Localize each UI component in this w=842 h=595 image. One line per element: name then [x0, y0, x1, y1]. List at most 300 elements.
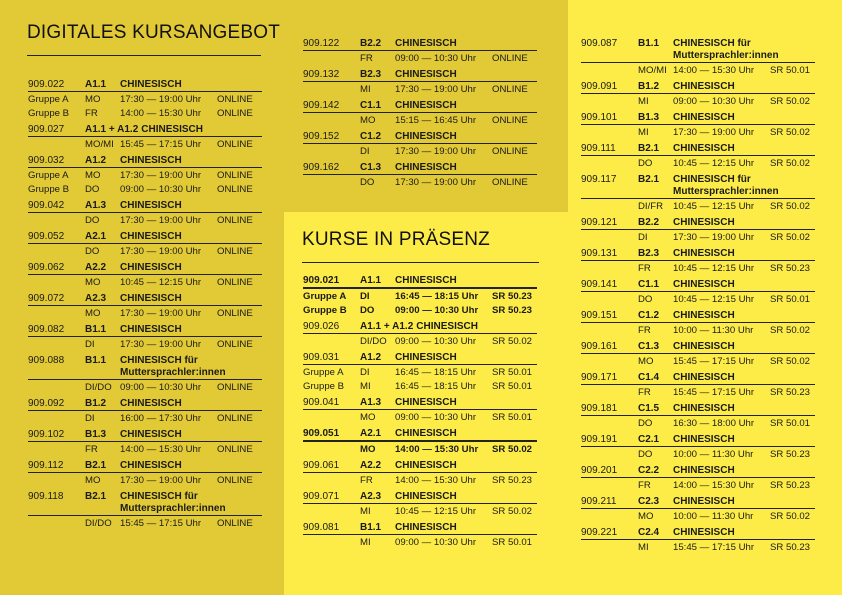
- weekday: DO: [638, 158, 653, 169]
- location: SR 50.02: [492, 444, 533, 455]
- weekday: DI/DO: [85, 518, 112, 529]
- time-range: 17:30 — 19:00 Uhr: [120, 215, 202, 226]
- course-level: C1.4: [638, 372, 660, 383]
- weekday: DI/FR: [638, 201, 664, 212]
- time-range: 09:00 — 10:30 Uhr: [120, 184, 202, 195]
- schedule-row: [581, 263, 815, 275]
- course-header-block: [581, 527, 815, 540]
- course-title-line: CHINESISCH: [120, 262, 182, 273]
- location: SR 50.01: [770, 294, 811, 305]
- course-number: 909.087: [581, 38, 618, 49]
- course-title: [120, 324, 262, 336]
- course-header: [303, 38, 537, 50]
- course-entry: [581, 372, 815, 399]
- course-level: B1.3: [85, 429, 107, 440]
- course-title-line: CHINESISCH: [673, 341, 735, 352]
- group-label: [303, 506, 360, 518]
- course-title-line: CHINESISCH: [395, 162, 457, 173]
- weekday: MO/MI: [85, 139, 114, 150]
- course-title-line: CHINESISCH: [395, 428, 457, 439]
- schedule-row: [581, 294, 815, 306]
- location: ONLINE: [217, 94, 253, 105]
- course-header-block: [28, 429, 262, 442]
- course-entry: [581, 341, 815, 368]
- weekday: DO: [360, 305, 375, 316]
- group-label: [28, 215, 85, 227]
- group-label: [28, 246, 85, 258]
- group-label: [28, 444, 85, 456]
- course-title: [120, 460, 262, 472]
- course-header: [28, 324, 262, 336]
- course-title: [673, 38, 815, 62]
- course-level: B2.2: [638, 217, 660, 228]
- course-title-line: CHINESISCH: [673, 310, 735, 321]
- course-header: [28, 200, 262, 212]
- course-number: 909.032: [28, 155, 65, 166]
- course-title: [395, 162, 537, 174]
- location: SR 50.01: [492, 537, 533, 548]
- schedule-row: [581, 542, 815, 554]
- course-title: [395, 69, 537, 81]
- location: ONLINE: [217, 444, 253, 455]
- course-entry: [28, 491, 262, 530]
- course-level: B2.1: [85, 460, 107, 471]
- location: ONLINE: [217, 277, 253, 288]
- course-title: [673, 403, 815, 415]
- weekday: DI: [360, 146, 370, 157]
- course-header-block: [581, 143, 815, 156]
- course-title-line: CHINESISCH: [120, 231, 182, 242]
- course-title: [673, 248, 815, 260]
- time-range: 14:00 — 15:30 Uhr: [120, 444, 202, 455]
- course-level: C2.3: [638, 496, 660, 507]
- schedule-row: [303, 336, 537, 348]
- location: SR 50.01: [492, 381, 533, 392]
- schedule-row: [28, 475, 262, 487]
- course-header-block: [581, 279, 815, 292]
- time-range: 09:00 — 10:30 Uhr: [395, 305, 479, 316]
- course-title: [395, 428, 537, 440]
- course-number: 909.091: [581, 81, 618, 92]
- course-entry: [303, 491, 537, 518]
- group-label: [28, 339, 85, 351]
- course-header-block: [303, 352, 537, 365]
- course-title-line: CHINESISCH: [416, 321, 478, 332]
- weekday: MO: [85, 170, 101, 181]
- schedule-row: [28, 108, 262, 120]
- schedule-row: [581, 96, 815, 108]
- course-number: 909.132: [303, 69, 340, 80]
- course-number: 909.162: [303, 162, 340, 173]
- location: SR 50.01: [770, 418, 811, 429]
- time-range: 17:30 — 19:00 Uhr: [395, 146, 477, 157]
- time-range: 17:30 — 19:00 Uhr: [120, 94, 202, 105]
- course-title-line: CHINESISCH: [673, 112, 735, 123]
- location: SR 50.23: [770, 449, 811, 460]
- course-title: [120, 491, 262, 515]
- group-label: [303, 537, 360, 549]
- course-number: 909.031: [303, 352, 340, 363]
- course-level: A1.1 + A1.2: [85, 124, 139, 135]
- course-header-block: [581, 310, 815, 323]
- course-header-block: [28, 460, 262, 473]
- time-range: 17:30 — 19:00 Uhr: [395, 84, 477, 95]
- course-level: C1.1: [360, 100, 382, 111]
- schedule-row: [581, 65, 815, 77]
- course-number: 909.142: [303, 100, 340, 111]
- weekday: DI/DO: [360, 336, 387, 347]
- course-entry: [303, 522, 537, 549]
- course-number: 909.117: [581, 174, 617, 185]
- course-title: [120, 79, 262, 91]
- schedule-row: [28, 215, 262, 227]
- weekday: MO: [360, 115, 376, 126]
- course-number: 909.092: [28, 398, 65, 409]
- time-range: 10:00 — 11:30 Uhr: [673, 511, 754, 522]
- course-entry: [28, 398, 262, 425]
- group-label: Gruppe B: [28, 184, 70, 195]
- course-title-line: CHINESISCH: [673, 434, 735, 445]
- weekday: MO: [360, 444, 376, 455]
- course-header-block: [28, 398, 262, 411]
- course-title: [673, 81, 815, 93]
- course-level: B2.2: [360, 38, 382, 49]
- course-header: [581, 38, 815, 62]
- course-entry: [303, 162, 537, 189]
- time-range: 14:00 — 15:30 Uhr: [395, 475, 477, 486]
- course-number: 909.121: [581, 217, 618, 228]
- course-header-block: [581, 496, 815, 509]
- course-header: [303, 491, 537, 503]
- course-entry: [581, 112, 815, 139]
- time-range: 09:00 — 10:30 Uhr: [395, 53, 477, 64]
- course-level: A1.3: [85, 200, 107, 211]
- weekday: DI: [85, 339, 95, 350]
- course-title: [673, 527, 815, 539]
- schedule-row: [28, 339, 262, 351]
- course-entry: [28, 79, 262, 120]
- location: SR 50.02: [770, 356, 811, 367]
- course-title: [395, 491, 537, 503]
- course-title: [416, 321, 537, 333]
- group-label: [303, 475, 360, 487]
- online-course-list-1: [28, 79, 262, 534]
- course-title-line: CHINESISCH: [395, 352, 457, 363]
- location: ONLINE: [217, 339, 253, 350]
- course-header: [581, 372, 815, 384]
- weekday: MI: [360, 506, 371, 517]
- schedule-row: [28, 94, 262, 106]
- weekday: MI: [360, 381, 371, 392]
- course-level: C1.2: [638, 310, 660, 321]
- course-level: A2.1: [85, 231, 107, 242]
- location: SR 50.02: [770, 201, 811, 212]
- group-label: Gruppe A: [28, 94, 69, 105]
- location: SR 50.23: [770, 387, 811, 398]
- time-range: 15:45 — 17:15 Uhr: [120, 139, 202, 150]
- schedule-row: [28, 444, 262, 456]
- location: ONLINE: [217, 475, 253, 486]
- presence-course-list-2: [581, 38, 815, 558]
- location: SR 50.01: [492, 367, 533, 378]
- course-level: A1.1: [85, 79, 107, 90]
- course-entry: [581, 279, 815, 306]
- group-label: [581, 96, 638, 108]
- course-header-block: [581, 465, 815, 478]
- course-header: [28, 262, 262, 274]
- location: SR 50.23: [770, 263, 811, 274]
- location: SR 50.02: [770, 127, 811, 138]
- course-title-line: Muttersprachler:innen: [673, 50, 779, 61]
- course-level: B2.1: [85, 491, 107, 502]
- course-number: 909.061: [303, 460, 340, 471]
- course-entry: [28, 124, 262, 151]
- time-range: 09:00 — 10:30 Uhr: [395, 537, 477, 548]
- group-label: [28, 413, 85, 425]
- course-entry: [581, 81, 815, 108]
- weekday: FR: [360, 475, 373, 486]
- course-number: 909.191: [581, 434, 618, 445]
- course-header: [28, 231, 262, 243]
- course-level: A1.1 + A1.2: [360, 321, 414, 332]
- course-number: 909.027: [28, 124, 65, 135]
- weekday: MI: [638, 96, 649, 107]
- schedule-row: [581, 325, 815, 337]
- course-header: [28, 293, 262, 305]
- location: ONLINE: [217, 170, 253, 181]
- group-label: [28, 475, 85, 487]
- location: SR 50.02: [770, 96, 811, 107]
- time-range: 10:45 — 12:15 Uhr: [673, 263, 755, 274]
- course-number: 909.088: [28, 355, 65, 366]
- group-label: [581, 356, 638, 368]
- course-number: 909.111: [581, 143, 616, 154]
- course-title: [395, 460, 537, 472]
- location: SR 50.23: [492, 475, 533, 486]
- location: ONLINE: [217, 108, 253, 119]
- time-range: 10:45 — 12:15 Uhr: [120, 277, 202, 288]
- course-title-line: CHINESISCH: [673, 81, 735, 92]
- course-entry: [581, 248, 815, 275]
- course-title-line: CHINESISCH: [120, 429, 182, 440]
- schedule-row: [581, 232, 815, 244]
- course-title: [120, 262, 262, 274]
- course-title-line: CHINESISCH für: [120, 491, 198, 502]
- group-label: Gruppe A: [28, 170, 69, 181]
- location: ONLINE: [217, 518, 253, 529]
- course-title: [120, 155, 262, 167]
- schedule-row: [303, 381, 537, 393]
- weekday: FR: [638, 480, 651, 491]
- course-entry: [581, 496, 815, 523]
- schedule-row: [303, 537, 537, 549]
- course-header: [581, 112, 815, 124]
- schedule-row: [28, 413, 262, 425]
- course-header: [28, 398, 262, 410]
- time-range: 10:45 — 12:15 Uhr: [395, 506, 477, 517]
- course-header: [581, 248, 815, 260]
- course-header-block: [28, 155, 262, 168]
- course-header: [581, 403, 815, 415]
- course-entry: [303, 69, 537, 96]
- schedule-row: [581, 356, 815, 368]
- course-level: B1.1: [85, 324, 107, 335]
- course-header: [28, 429, 262, 441]
- group-label: [581, 542, 638, 554]
- course-number: 909.101: [581, 112, 618, 123]
- location: ONLINE: [217, 215, 253, 226]
- group-label: [28, 277, 85, 289]
- course-entry: [581, 217, 815, 244]
- location: SR 50.02: [492, 336, 533, 347]
- weekday: DO: [85, 184, 100, 195]
- course-level: C1.3: [638, 341, 660, 352]
- course-entry: [303, 131, 537, 158]
- course-number: 909.021: [303, 275, 340, 286]
- course-level: B1.1: [360, 522, 382, 533]
- course-level: A2.1: [360, 428, 382, 439]
- schedule-row: [581, 127, 815, 139]
- course-number: 909.152: [303, 131, 340, 142]
- course-entry: [28, 460, 262, 487]
- course-entry: [581, 527, 815, 554]
- course-number: 909.062: [28, 262, 65, 273]
- time-range: 15:45 — 17:15 Uhr: [120, 518, 202, 529]
- weekday: MI: [638, 542, 649, 553]
- course-header-block: [581, 174, 815, 199]
- schedule-row: [303, 115, 537, 127]
- course-title-line: CHINESISCH: [395, 522, 457, 533]
- course-entry: [581, 143, 815, 170]
- location: SR 50.23: [770, 542, 811, 553]
- course-header-block: [303, 522, 537, 535]
- course-number: 909.026: [303, 321, 340, 332]
- course-entry: [303, 321, 537, 348]
- course-header: [581, 496, 815, 508]
- location: SR 50.23: [492, 291, 533, 302]
- course-number: 909.102: [28, 429, 65, 440]
- course-entry: [581, 403, 815, 430]
- course-level: B2.3: [360, 69, 382, 80]
- course-level: C1.2: [360, 131, 382, 142]
- weekday: FR: [638, 325, 651, 336]
- group-label: [581, 449, 638, 461]
- group-label: [581, 511, 638, 523]
- course-header-block: [28, 231, 262, 244]
- course-header: [28, 460, 262, 472]
- location: SR 50.02: [770, 158, 811, 169]
- course-header: [303, 428, 537, 440]
- time-range: 10:00 — 11:30 Uhr: [673, 325, 754, 336]
- time-range: 14:00 — 15:30 Uhr: [673, 65, 755, 76]
- group-label: [28, 139, 85, 151]
- schedule-row: [303, 367, 537, 379]
- course-header: [28, 124, 262, 136]
- course-number: 909.221: [581, 527, 618, 538]
- course-entry: [303, 38, 537, 65]
- group-label: [303, 177, 360, 189]
- location: ONLINE: [492, 84, 528, 95]
- course-title: [673, 372, 815, 384]
- course-header-block: [303, 397, 537, 410]
- course-title-line: CHINESISCH: [395, 100, 457, 111]
- schedule-row: [581, 201, 815, 213]
- course-header: [303, 352, 537, 364]
- course-title-line: Muttersprachler:innen: [120, 367, 226, 378]
- course-header-block: [581, 403, 815, 416]
- group-label: [28, 382, 85, 394]
- schedule-row: [303, 305, 537, 317]
- schedule-row: [28, 170, 262, 182]
- schedule-row: [28, 246, 262, 258]
- course-title: [673, 341, 815, 353]
- course-level: A1.2: [360, 352, 382, 363]
- group-label: Gruppe A: [303, 367, 344, 378]
- course-title-line: CHINESISCH: [395, 69, 457, 80]
- course-level: A1.1: [360, 275, 382, 286]
- course-level: B1.2: [638, 81, 660, 92]
- time-range: 17:30 — 19:00 Uhr: [120, 246, 202, 257]
- course-header-block: [581, 372, 815, 385]
- weekday: DI: [638, 232, 648, 243]
- course-title: [673, 465, 815, 477]
- group-label: [581, 127, 638, 139]
- weekday: MO/MI: [638, 65, 667, 76]
- course-title-line: CHINESISCH für: [673, 174, 751, 185]
- schedule-row: [303, 53, 537, 65]
- course-number: 909.151: [581, 310, 618, 321]
- course-level: B1.1: [85, 355, 107, 366]
- group-label: [581, 418, 638, 430]
- course-title-line: CHINESISCH: [673, 465, 735, 476]
- weekday: FR: [85, 444, 98, 455]
- weekday: FR: [360, 53, 373, 64]
- course-title-line: CHINESISCH: [120, 460, 182, 471]
- course-entry: [28, 324, 262, 351]
- course-header-block: [581, 38, 815, 63]
- time-range: 14:00 — 15:30 Uhr: [673, 480, 755, 491]
- group-label: Gruppe B: [303, 381, 345, 392]
- course-entry: [303, 100, 537, 127]
- course-title: [120, 355, 262, 379]
- location: SR 50.23: [770, 480, 811, 491]
- course-entry: [28, 429, 262, 456]
- course-level: C2.4: [638, 527, 660, 538]
- course-number: 909.071: [303, 491, 340, 502]
- schedule-row: [581, 449, 815, 461]
- course-header-block: [303, 321, 537, 334]
- course-header-block: [303, 100, 537, 113]
- course-header: [303, 275, 537, 287]
- course-header: [581, 341, 815, 353]
- schedule-row: [303, 177, 537, 189]
- course-title: [395, 275, 537, 287]
- course-title-line: CHINESISCH: [120, 200, 182, 211]
- weekday: MO: [85, 308, 101, 319]
- course-number: 909.211: [581, 496, 617, 507]
- course-header-block: [28, 262, 262, 275]
- course-level: B2.3: [638, 248, 660, 259]
- schedule-row: [28, 277, 262, 289]
- course-title: [395, 352, 537, 364]
- course-number: 909.161: [581, 341, 618, 352]
- location: SR 50.23: [492, 305, 533, 316]
- course-entry: [303, 428, 537, 456]
- time-range: 15:15 — 16:45 Uhr: [395, 115, 477, 126]
- course-title-line: CHINESISCH: [673, 496, 735, 507]
- course-title-line: CHINESISCH: [120, 293, 182, 304]
- location: ONLINE: [492, 146, 528, 157]
